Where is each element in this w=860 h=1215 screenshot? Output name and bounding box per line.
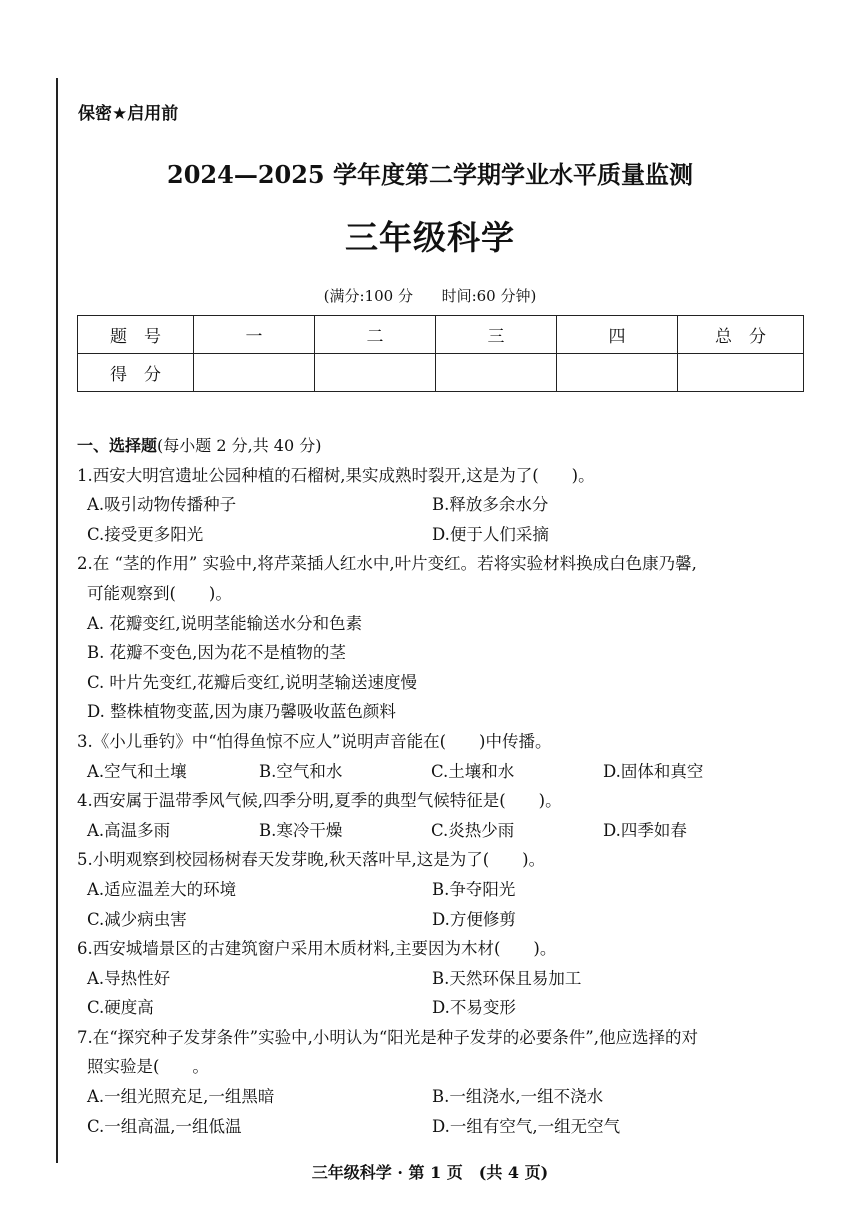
score-header-cell: 题 号 xyxy=(78,316,194,354)
option: D.一组有空气,一组无空气 xyxy=(432,1116,621,1136)
option: D.方便修剪 xyxy=(432,909,516,929)
page-footer: 三年级科学 · 第 1 页 (共 4 页) xyxy=(311,1163,549,1182)
score-header-cell: 一 xyxy=(194,316,315,354)
question-stem: 6.西安城墙景区的古建筑窗户采用木质材料,主要因为木材( )。 xyxy=(77,939,557,959)
option: C.接受更多阳光 xyxy=(87,524,204,544)
option: A.吸引动物传播种子 xyxy=(87,495,237,515)
score-cell xyxy=(436,354,557,392)
option: C.硬度高 xyxy=(87,998,154,1018)
score-cell xyxy=(194,354,315,392)
option: B.寒冷干燥 xyxy=(259,820,343,840)
option: C.炎热少雨 xyxy=(431,820,515,840)
option: B.天然环保且易加工 xyxy=(432,968,582,988)
confidential-label: 保密★启用前 xyxy=(78,104,179,124)
option-row xyxy=(77,1082,817,1112)
score-cell xyxy=(315,354,436,392)
section-note: (每小题 2 分,共 40 分) xyxy=(157,436,322,455)
exam-meta: (满分:100 分 时间:60 分钟) xyxy=(323,287,537,305)
question-stem: 4.西安属于温带季风气候,四季分明,夏季的典型气候特征是( )。 xyxy=(77,791,562,811)
score-header-cell: 总 分 xyxy=(678,316,804,354)
option: D.便于人们采摘 xyxy=(432,524,549,544)
question-stem: 3.《小儿垂钓》中“怕得鱼惊不应人”说明声音能在( )中传播。 xyxy=(77,731,552,751)
option: C.减少病虫害 xyxy=(87,909,187,929)
section-title: 一、选择题 xyxy=(77,436,158,455)
subject-title: 三年级科学 xyxy=(345,218,515,257)
question-stem-continued: 可能观察到( )。 xyxy=(87,583,232,603)
option: A.高温多雨 xyxy=(87,820,171,840)
option: B. 花瓣不变色,因为花不是植物的茎 xyxy=(87,643,346,663)
option-row xyxy=(77,905,817,935)
option: D.不易变形 xyxy=(432,998,516,1018)
option-row xyxy=(77,875,817,905)
score-cell xyxy=(678,354,804,392)
question-stem-continued: 照实验是( 。 xyxy=(87,1057,209,1077)
question-stem: 2.在 “茎的作用” 实验中,将芹菜插人红水中,叶片变红。若将实验材料换成白色康乃馨, xyxy=(77,554,697,574)
option: D.四季如春 xyxy=(603,820,687,840)
option: C. 叶片先变红,花瓣后变红,说明茎输送速度慢 xyxy=(87,672,418,692)
option: A.空气和土壤 xyxy=(87,761,187,781)
score-header-cell: 四 xyxy=(557,316,678,354)
option: B.争夺阳光 xyxy=(432,879,516,899)
option: B.一组浇水,一组不浇水 xyxy=(432,1087,604,1107)
section-heading xyxy=(77,431,817,461)
option-row xyxy=(77,816,817,846)
option-row xyxy=(77,757,817,787)
score-row-label: 得 分 xyxy=(78,354,194,392)
question-stem: 7.在“探究种子发芽条件”实验中,小明认为“阳光是种子发芽的必要条件”,他应选择的对 xyxy=(77,1027,698,1047)
question-stem: 1.西安大明宫遗址公园种植的石榴树,果实成熟时裂开,这是为了( )。 xyxy=(77,465,595,485)
option-row xyxy=(77,964,817,994)
option: D.固体和真空 xyxy=(603,761,704,781)
option-row xyxy=(77,520,817,550)
option: A. 花瓣变红,说明茎能输送水分和色素 xyxy=(87,613,363,633)
exam-title: 2024—2025 学年度第二学期学业水平质量监测 xyxy=(167,160,693,189)
score-header-cell: 三 xyxy=(436,316,557,354)
option-row xyxy=(77,993,817,1023)
option: C.土壤和水 xyxy=(431,761,515,781)
option: B.释放多余水分 xyxy=(432,495,549,515)
option-row xyxy=(77,1112,817,1142)
score-header-cell: 二 xyxy=(315,316,436,354)
option-row xyxy=(77,490,817,520)
option: A.适应温差大的环境 xyxy=(87,879,237,899)
score-table-score-row xyxy=(78,354,804,392)
score-table xyxy=(77,315,804,392)
score-table-header-row xyxy=(78,316,804,354)
option: B.空气和水 xyxy=(259,761,343,781)
option: C.一组高温,一组低温 xyxy=(87,1116,242,1136)
score-cell xyxy=(557,354,678,392)
option: D. 整株植物变蓝,因为康乃馨吸收蓝色颜料 xyxy=(87,702,396,722)
questions-area xyxy=(77,431,817,1141)
question-stem: 5.小明观察到校园杨树春天发芽晚,秋天落叶早,这是为了( )。 xyxy=(77,850,546,870)
option: A.一组光照充足,一组黑暗 xyxy=(87,1087,275,1107)
option: A.导热性好 xyxy=(87,968,171,988)
